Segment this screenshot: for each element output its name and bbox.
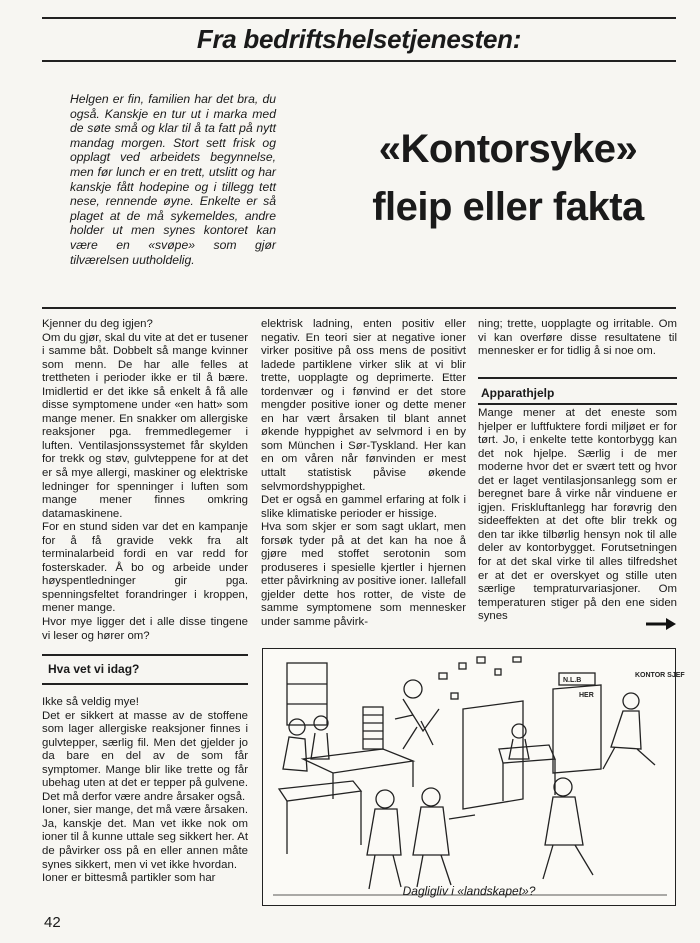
- subheading-apparathjelp: Apparathjelp: [481, 386, 555, 400]
- cartoon-sign-her: HER: [579, 692, 594, 699]
- top-rule: [42, 17, 676, 19]
- section-title: Fra bedriftshelsetjenesten:: [196, 24, 522, 54]
- intro-text: Helgen er fin, familien har det bra, du også. Kanskje en tur ut i marka med de søte små og klar til å ta fatt på nytt mandag morgen. Stort sett frisk og opplagt ved arbeidets begynnelse, men før lunch er en trett, utslitt og har kanskje fått hodepine og i tillegg tett nese, rennende øyne. Enkelte er så plaget at de må sykemeldes, andre holder ut men synes kontoret kan være en «svøpe» som gjør tilværelsen uutholdelig.: [70, 92, 276, 267]
- column-1-continued: [42, 696, 248, 886]
- subhead-rule: [478, 377, 677, 379]
- paragraph: Mange mener at det eneste som hjelper er luftfuktere fordi miljøet er for tørt. Jo, i enkelte tette kontorbygg kan det nok hjelpe. Særlig i de mer moderne hvor det er svært tett og hvor det er laget ventilasjonsanlegg som er beregnet bare å virke når vinduene er igjen. Friskluftanlegg har forøvrig den sideeffekten at det ofte blir trekk og den tar ikke tilbørlig hensyn nok til alle deler av kontorbygget. Forutsetningen for at det skal virke til alles tilfredshet er at det er overskyet og stille uten særlige tempraturvariasjoner. Om temperaturen stiger på den ene siden synes: [478, 407, 677, 623]
- office-cartoon-drawing: [263, 649, 685, 907]
- paragraph: Kjenner du deg igjen?: [42, 318, 153, 330]
- paragraph: Hvor mye ligger det i alle disse tingene vi leser og hører om?: [42, 616, 248, 642]
- paragraph: For en stund siden var det en kampanje for å få gravide vekk fra alt terminalarbeid fordi en var redd for fosterskader. Å bo og arbeide under høyspentledninger gir pga. spenningsfeltet forandringer i kroppen, mener mange.: [42, 521, 248, 615]
- paragraph: Ikke så veldig mye!: [42, 696, 139, 708]
- cartoon-sign-nlb: N.L.B: [563, 677, 582, 684]
- column-3: [478, 318, 677, 359]
- column-1: [42, 318, 248, 643]
- paragraph: Hva som skjer er som sagt uklart, men forsøk tyder på at det kan ha noe å gjøre med stoffet serotonin som produseres i spesielle kjertler i hjernen etter påvirkning av positive ioner. Iallefall gjelder dette hos rotter, de viste de samme symptomene som mennesker under samme påvirk-: [261, 521, 466, 629]
- subhead-rule: [42, 654, 248, 656]
- cartoon-caption: Dagligliv i «landskapet»?: [402, 884, 536, 898]
- paragraph: Ioner er bittesmå partikler som har: [42, 872, 216, 885]
- subhead-rule: [42, 683, 248, 685]
- cartoon-sign-kontorsjef: KONTOR SJEF: [635, 672, 685, 679]
- continue-arrow-icon: [646, 618, 676, 630]
- intro-rule: [42, 307, 676, 309]
- paragraph: Ioner, sier mange, det må være årsaken. Ja, kanskje det. Man vet ikke nok om ioner til å kunne uttale seg sikkert her. At de påvirker oss på en eller annen måte synes sikkert, men vi vet ikke hvordan.: [42, 804, 248, 871]
- paragraph: Det er også en gammel erfaring at folk i slike klimatiske perioder er hissige.: [261, 494, 466, 520]
- subheading-hva-vet-vi: Hva vet vi idag?: [48, 662, 140, 676]
- title-rule: [42, 60, 676, 62]
- subhead-rule: [478, 403, 677, 405]
- paragraph: Det er sikkert at masse av de stoffene som lager allergiske reaksjoner finnes i gulvtepper, særlig fil. Men det gjelder jo da bare en del av de som får symptomer. Mange blir like trette og får ubehag uten at det er tepper på gulvene. Det må derfor være andre årsaker også.: [42, 709, 248, 803]
- headline: [340, 120, 676, 236]
- headline-line-2: fleip eller fakta: [372, 185, 644, 229]
- page-number: 42: [44, 914, 61, 931]
- column-3-continued: [478, 407, 677, 624]
- paragraph: ning; trette, uopplagte og irritable. Om vi kan overføre disse resultatene til mennesker er for tidlig å si noe om.: [478, 318, 677, 358]
- headline-line-1: «Kontorsyke»: [378, 127, 638, 171]
- paragraph: Om du gjør, skal du vite at det er tusener i samme båt. Dobbelt så mange kvinner som menn. De har alle felles at trettheten i perioder ikke er til å bære. Imidlertid er det ikke så enkelt å få alle disse symptomene under «en hatt» som mange mener. En snakker om allergiske reaksjoner pga. fremmedlegemer i luften. Ventilasjonssystemet får skylden for trekk og støv, gulvteppene for at det er så mye allergi, maskiner og elektriske ledninger for spenninger i luften som mange mener finnes omkring datamaskinene.: [42, 331, 248, 520]
- cartoon-illustration: [262, 648, 685, 906]
- column-2: [261, 318, 466, 630]
- paragraph: elektrisk ladning, enten positiv eller negativ. En teori sier at negative ioner virker positive på oss mens de positivt ladede partiklene virker slik at vi blir trette, uopplagte og deprimerte. Etter tordenvær og i fønvind er det store mengder positive ioner og dette mener en har vært årsaken til blant annet økende hyppighet av selvmord i en by som München i Sør-Tyskland. Her kan en om våren når fønvinden er mest uttalt statistisk påvise økende selvmordshyppighet.: [261, 318, 466, 493]
